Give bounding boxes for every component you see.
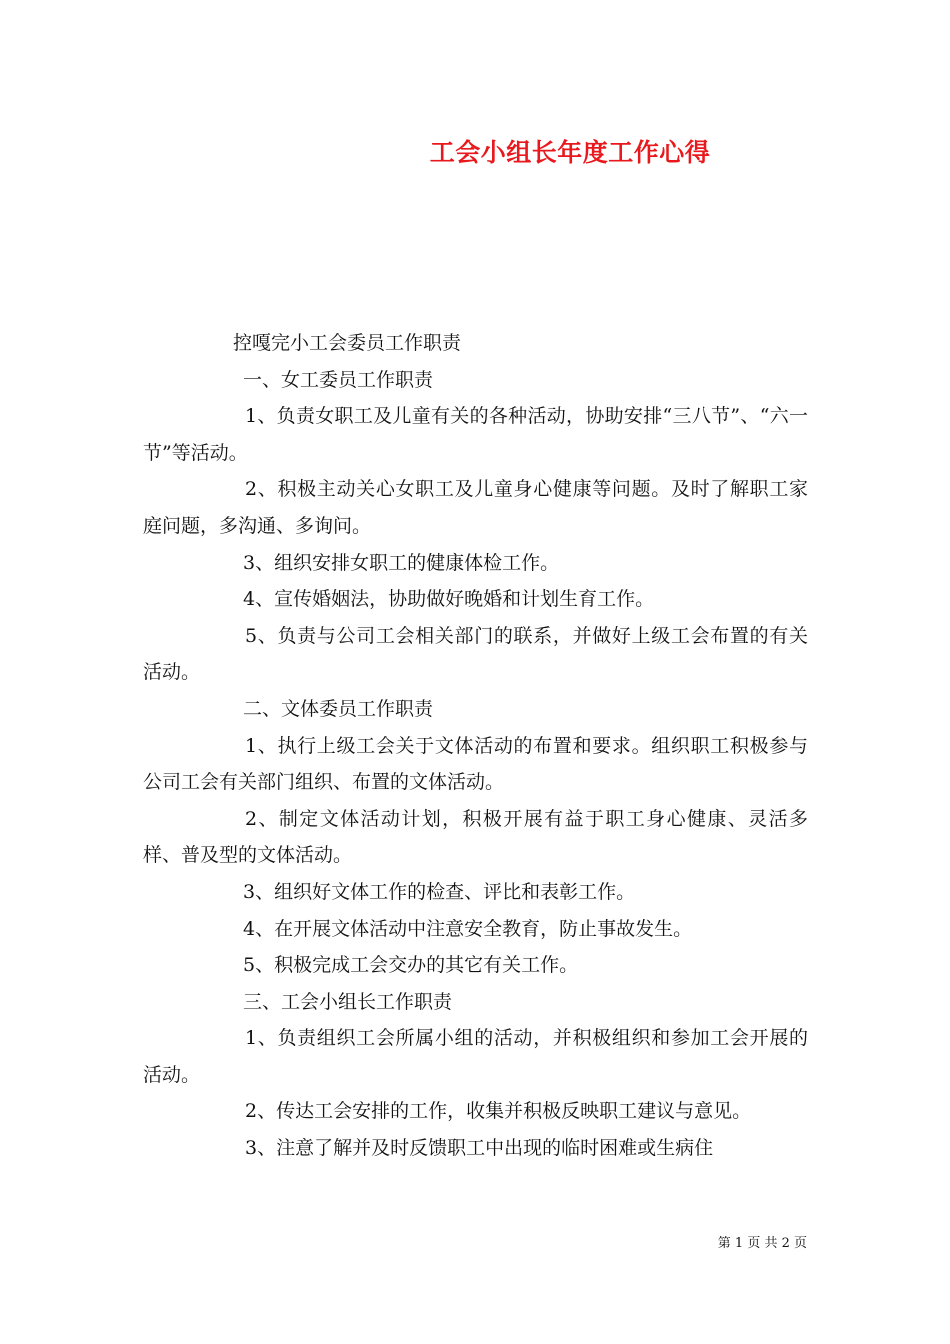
paragraph: 1、负责组织工会所属小组的活动，并积极组织和参加工会开展的活动。	[143, 1027, 808, 1086]
paragraph: 1、负责女职工及儿童有关的各种活动，协助安排“三八节”、“六一节”等活动。	[143, 405, 808, 464]
paragraph: 3、组织安排女职工的健康体检工作。	[243, 551, 560, 574]
document-title: 工会小组长年度工作心得	[429, 138, 711, 167]
paragraph: 3、组织好文体工作的检查、评比和表彰工作。	[243, 880, 636, 903]
document-body	[143, 325, 808, 1167]
paragraph: 5、积极完成工会交办的其它有关工作。	[243, 954, 579, 977]
paragraph: 5、负责与公司工会相关部门的联系，并做好上级工会布置的有关活动。	[143, 624, 808, 684]
page-number: 第 1 页 共 2 页	[717, 1236, 807, 1251]
paragraph: 1、执行上级工会关于文体活动的布置和要求。组织职工积极参与公司工会有关部门组织、布置的文体活动。	[143, 734, 808, 794]
paragraph: 4、在开展文体活动中注意安全教育，防止事故发生。	[243, 917, 693, 940]
paragraph-heading: 控嘎完小工会委员工作职责	[233, 332, 462, 354]
paragraph: 2、制定文体活动计划，积极开展有益于职工身心健康、灵活多样、普及型的文体活动。	[143, 807, 808, 867]
paragraph: 3、注意了解并及时反馈职工中出现的临时困难或生病住	[245, 1137, 714, 1160]
paragraph: 2、积极主动关心女职工及儿童身心健康等问题。及时了解职工家庭问题，多沟通、多询问。	[143, 478, 808, 537]
paragraph: 4、宣传婚姻法，协助做好晚婚和计划生育工作。	[243, 588, 655, 611]
paragraph: 2、传达工会安排的工作，收集并积极反映职工建议与意见。	[245, 1100, 752, 1123]
section-heading-3: 三、工会小组长工作职责	[243, 990, 453, 1013]
section-heading-1: 一、女工委员工作职责	[243, 368, 434, 391]
section-heading-2: 二、文体委员工作职责	[243, 697, 434, 720]
